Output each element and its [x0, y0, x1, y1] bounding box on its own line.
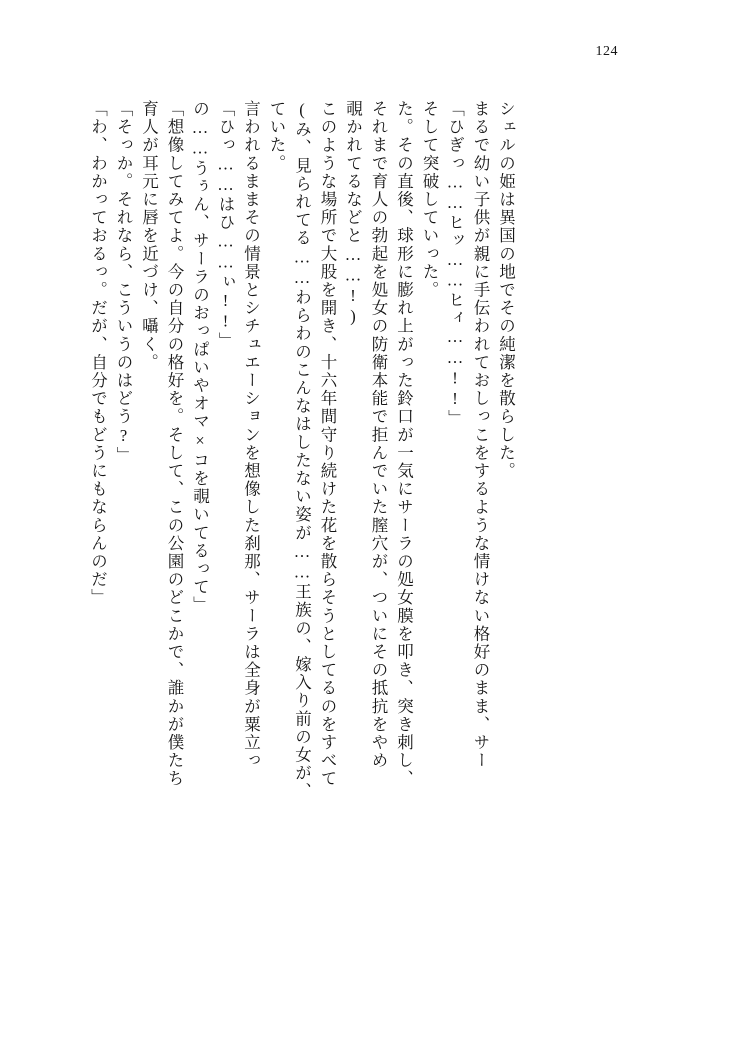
text-column: それまで育人の勃起を処女の防衛本能で拒んでいた膣穴が、ついにその抵抗をやめ: [369, 100, 388, 770]
text-column: (み、見られてる……わらわのこんなはしたない姿が……王族の、嫁入り前の女が、: [292, 100, 312, 801]
text-column: た。その直後、球形に膨れ上がった鈴口が一気にサーラの処女膜を叩き、突き刺し、: [394, 100, 414, 788]
text-column: 「そっか。それなら、こういうのはどう?」: [114, 100, 133, 465]
text-column: まるで幼い子供が親に手伝われておしっこをするような情けない格好のまま、サー: [471, 100, 490, 770]
text-column: ていた。: [267, 100, 286, 173]
text-column: 「ひぎっ……ヒッ……ヒィ……!!」: [445, 100, 465, 428]
text-column: 「想像してみてよ。今の自分の格好を。そして、この公園のどこかで、誰かが僕たち: [165, 100, 184, 788]
page-number: 124: [595, 44, 618, 59]
text-column: 覗かれてるなどと……!): [343, 100, 363, 328]
text-column: 「ひっ……はひ……ぃ!!」: [216, 100, 235, 351]
text-column: シェルの姫は異国の地でその純潔を散らした。: [496, 100, 516, 481]
text-column: 育人が耳元に唇を近づけ、囁く。: [139, 100, 159, 372]
text-column: そして突破していった。: [420, 100, 439, 300]
text-column: 言われるままその情景とシチュエーションを想像した刹那、サーラは全身が粟立っ: [241, 100, 261, 770]
text-column: の……うぅん、サーラのおっぱいやオマ×コを覗いてるって」: [190, 100, 210, 615]
text-column: 「わ、わかっておるっ。だが、自分でもどうにもならんのだ」: [88, 100, 108, 607]
text-column: このような場所で大股を開き、十六年間守り続けた花を散らそうとしてるのをすべて: [318, 100, 337, 788]
page-body-text: [80, 100, 640, 960]
